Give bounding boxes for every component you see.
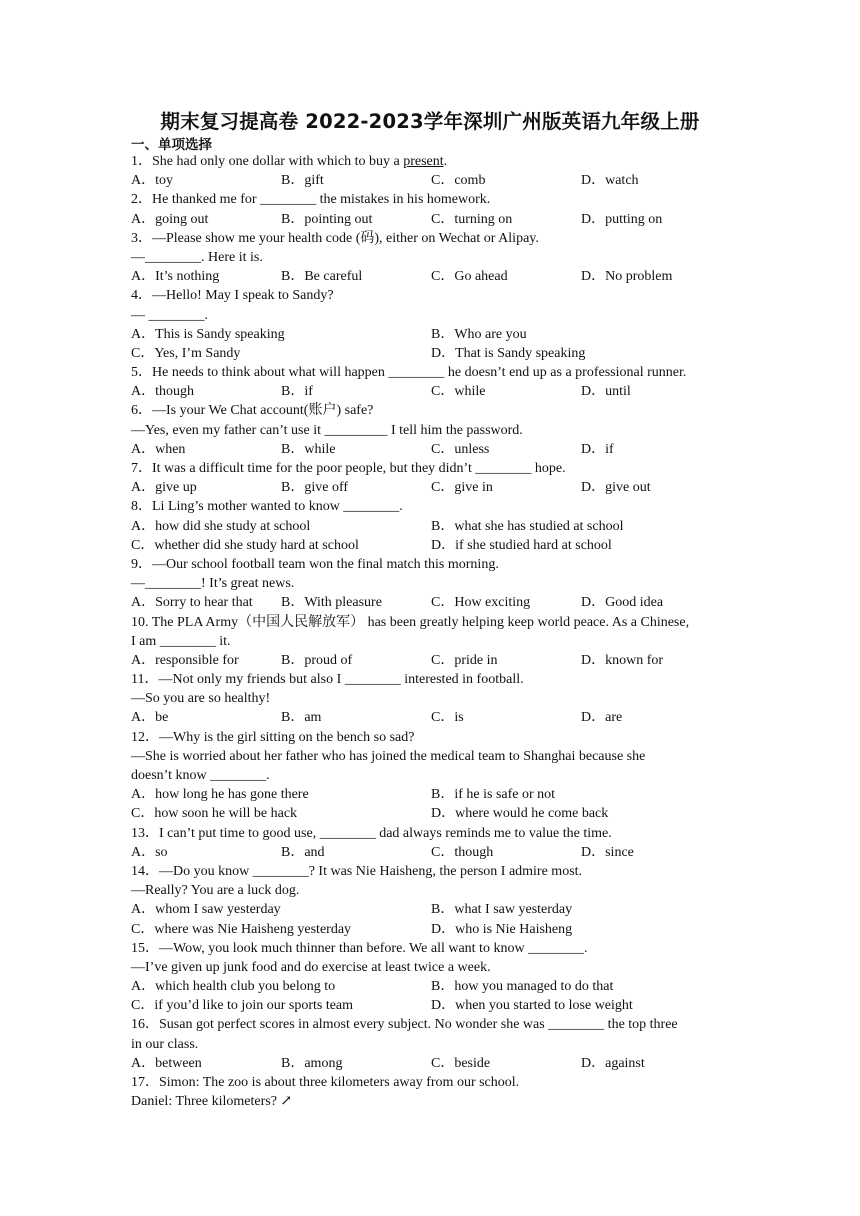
- question-text: 15．—Wow, you look much thinner than before. We all want to know ________.: [131, 940, 588, 956]
- question-text: —________. Here it is.: [131, 249, 263, 265]
- option-b: B．while: [281, 441, 336, 457]
- question-2: [131, 190, 733, 228]
- option-d: D．No problem: [581, 269, 673, 285]
- option-b: B．how you managed to do that: [431, 979, 614, 995]
- option-b: B．With pleasure: [281, 595, 382, 611]
- options-row: [131, 920, 733, 939]
- options-row: [131, 440, 733, 459]
- option-c: C．turning on: [431, 211, 513, 227]
- option-a: A．whom I saw yesterday: [131, 902, 281, 918]
- option-c: C．unless: [431, 441, 490, 457]
- options-row: [131, 382, 733, 401]
- option-a: A．This is Sandy speaking: [131, 326, 285, 342]
- option-c: C．How exciting: [431, 595, 531, 611]
- option-c: C．how soon he will be hack: [131, 806, 298, 822]
- option-d: D．Good idea: [581, 595, 664, 611]
- question-text: —Really? You are a luck dog.: [131, 883, 300, 899]
- option-c: C．Go ahead: [431, 269, 508, 285]
- question-text: Daniel: Three kilometers? ↗: [131, 1094, 293, 1110]
- question-text: 2．He thanked me for ________ the mistakes in his homework.: [131, 192, 491, 208]
- option-c: C．whether did she study hard at school: [131, 537, 359, 553]
- question-text: — ________.: [131, 307, 208, 323]
- option-d: D．against: [581, 1055, 645, 1071]
- question-3: [131, 229, 733, 287]
- option-b: B．pointing out: [281, 211, 373, 227]
- option-c: C．pride in: [431, 652, 498, 668]
- option-a: A．It’s nothing: [131, 269, 220, 285]
- question-text: 11．—Not only my friends but also I ________ interested in football.: [131, 672, 524, 688]
- question-text: 4．—Hello! May I speak to Sandy?: [131, 288, 334, 304]
- option-c: C．Yes, I’m Sandy: [131, 345, 241, 361]
- question-text: 3．—Please show me your health code (码), either on Wechat or Alipay.: [131, 230, 539, 246]
- question-17: [131, 1073, 733, 1111]
- options-row: [131, 325, 733, 344]
- options-row: [131, 344, 733, 363]
- question-11: [131, 670, 733, 728]
- option-a: A．give up: [131, 480, 197, 496]
- option-c: C．while: [431, 384, 486, 400]
- question-text: 8．Li Ling’s mother wanted to know ________.: [131, 499, 403, 515]
- option-d: D．who is Nie Haisheng: [431, 921, 573, 937]
- options-row: [131, 651, 733, 670]
- option-a: A．so: [131, 844, 168, 860]
- option-c: C．beside: [431, 1055, 491, 1071]
- option-a: A．between: [131, 1055, 202, 1071]
- option-a: A．though: [131, 384, 194, 400]
- options-row: [131, 536, 733, 555]
- option-a: A．going out: [131, 211, 209, 227]
- option-d: D．watch: [581, 173, 639, 189]
- options-row: [131, 804, 733, 823]
- options-row: [131, 785, 733, 804]
- option-c: C．give in: [431, 480, 493, 496]
- option-b: B．if he is safe or not: [431, 787, 556, 803]
- question-text: —I’ve given up junk food and do exercise at least twice a week.: [131, 959, 491, 975]
- option-b: B．Who are you: [431, 326, 527, 342]
- option-d: D．since: [581, 844, 634, 860]
- options-row: [131, 267, 733, 286]
- option-b: B．and: [281, 844, 325, 860]
- option-a: A．how did she study at school: [131, 518, 311, 534]
- options-row: [131, 996, 733, 1015]
- question-text: 9．—Our school football team won the final match this morning.: [131, 556, 499, 572]
- question-10: [131, 613, 733, 671]
- option-d: D．if she studied hard at school: [431, 537, 612, 553]
- option-a: A．how long he has gone there: [131, 787, 309, 803]
- question-text: —She is worried about her father who has joined the medical team to Shanghai because she: [131, 748, 646, 764]
- question-16: [131, 1015, 733, 1073]
- question-list: [131, 152, 733, 1111]
- option-d: D．where would he come back: [431, 806, 609, 822]
- question-text: 7．It was a difficult time for the poor people, but they didn’t ________ hope.: [131, 461, 566, 476]
- question-text: 1．She had only one dollar with which to buy a present.: [131, 154, 448, 169]
- options-row: [131, 900, 733, 919]
- option-d: D．until: [581, 384, 631, 400]
- question-7: [131, 459, 733, 497]
- question-text: 17．Simon: The zoo is about three kilometers away from our school.: [131, 1075, 520, 1090]
- options-row: [131, 843, 733, 862]
- question-text: 14．—Do you know ________? It was Nie Haisheng, the person I admire most.: [131, 863, 583, 879]
- option-a: A．when: [131, 441, 186, 457]
- question-text: —So you are so healthy!: [131, 691, 271, 707]
- option-b: B．Be careful: [281, 269, 363, 285]
- option-b: B．if: [281, 384, 313, 400]
- page-title: 期末复习提高卷 2022-2023学年深圳广州版英语九年级上册: [160, 110, 700, 133]
- option-a: A．toy: [131, 173, 173, 189]
- option-d: D．if: [581, 441, 614, 457]
- option-b: B．proud of: [281, 652, 353, 668]
- option-a: A．which health club you belong to: [131, 979, 336, 995]
- option-d: D．That is Sandy speaking: [431, 345, 586, 361]
- question-4: [131, 286, 733, 363]
- question-9: [131, 555, 733, 613]
- option-b: B．what I saw yesterday: [431, 902, 573, 918]
- question-text: 10. The PLA Army（中国人民解放军） has been greatly helping keep world peace. As a Chinese,: [131, 614, 690, 630]
- option-a: A．be: [131, 710, 169, 726]
- question-text: I am ________ it.: [131, 633, 231, 649]
- options-row: [131, 708, 733, 727]
- question-text: doesn’t know ________.: [131, 768, 270, 783]
- question-text: in our class.: [131, 1036, 199, 1052]
- option-d: D．are: [581, 710, 623, 726]
- option-b: B．gift: [281, 173, 324, 189]
- option-c: C．comb: [431, 173, 486, 189]
- options-row: [131, 171, 733, 190]
- option-b: B．give off: [281, 480, 349, 496]
- option-a: A．responsible for: [131, 652, 239, 668]
- question-5: [131, 363, 733, 401]
- option-b: B．among: [281, 1055, 343, 1071]
- option-d: D．when you started to lose weight: [431, 998, 633, 1014]
- question-15: [131, 939, 733, 1016]
- options-row: [131, 517, 733, 536]
- option-b: B．am: [281, 710, 322, 726]
- option-c: C．if you’d like to join our sports team: [131, 998, 354, 1014]
- option-c: C．is: [431, 710, 464, 726]
- question-text: —Yes, even my father can’t use it _________ I tell him the password.: [131, 422, 523, 438]
- options-row: [131, 210, 733, 229]
- option-a: A．Sorry to hear that: [131, 595, 253, 611]
- option-d: D．give out: [581, 480, 651, 496]
- question-text: 16．Susan got perfect scores in almost every subject. No wonder she was ________ the top three: [131, 1017, 678, 1033]
- question-1: [131, 152, 733, 190]
- option-c: C．where was Nie Haisheng yesterday: [131, 921, 352, 937]
- options-row: [131, 1054, 733, 1073]
- question-text: 5．He needs to think about what will happen ________ he doesn’t end up as a professional runner.: [131, 365, 687, 381]
- question-text: 12．—Why is the girl sitting on the bench so sad?: [131, 729, 415, 745]
- option-c: C．though: [431, 844, 494, 860]
- question-text: —________! It’s great news.: [131, 576, 295, 592]
- section-heading: 一、单项选择: [131, 137, 212, 153]
- question-text: 13．I can’t put time to good use, ________ dad always reminds me to value the time.: [131, 825, 612, 841]
- option-b: B．what she has studied at school: [431, 518, 624, 534]
- option-d: D．putting on: [581, 211, 663, 227]
- options-row: [131, 593, 733, 612]
- question-12: [131, 728, 733, 824]
- options-row: [131, 478, 733, 497]
- question-6: [131, 401, 733, 459]
- question-14: [131, 862, 733, 939]
- question-13: [131, 824, 733, 862]
- option-d: D．known for: [581, 652, 664, 668]
- question-8: [131, 497, 733, 555]
- options-row: [131, 977, 733, 996]
- question-text: 6．—Is your We Chat account(账户) safe?: [131, 403, 374, 419]
